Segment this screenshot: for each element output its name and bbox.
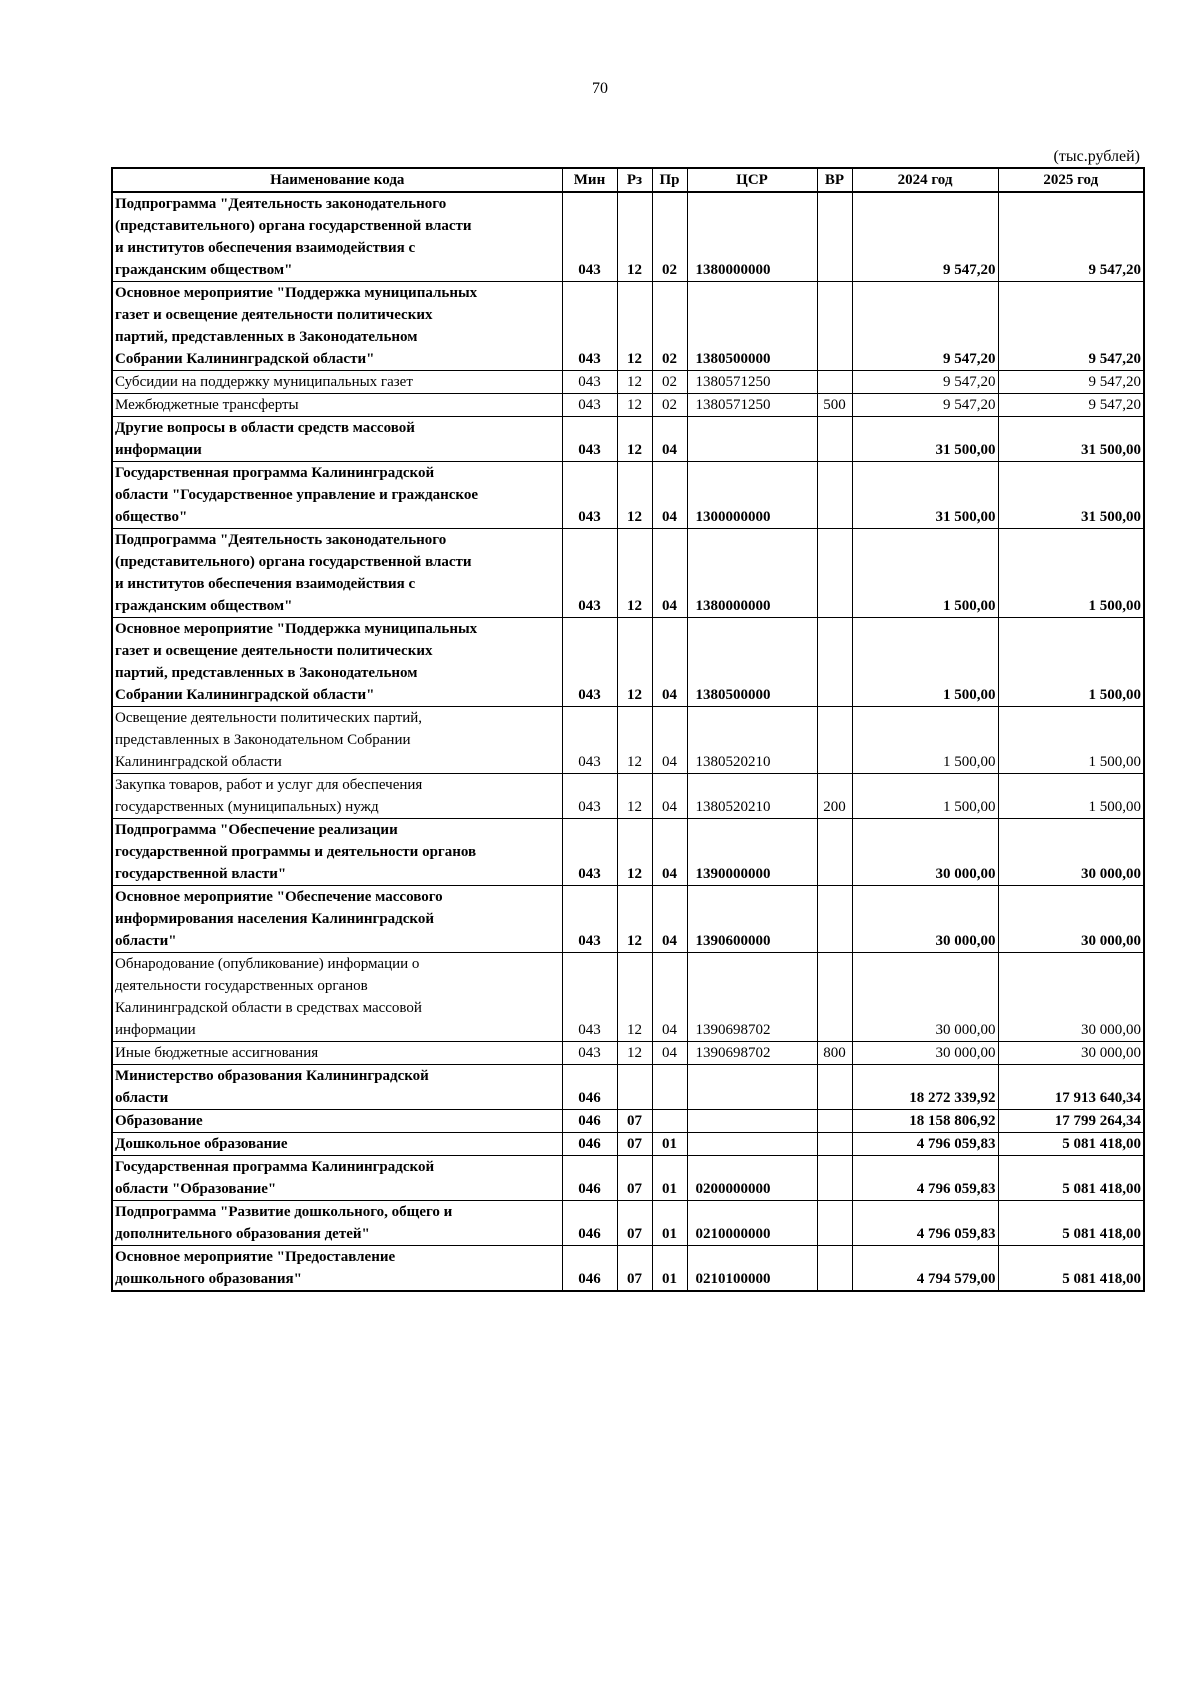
cell-name-line: информирования населения Калининградской xyxy=(115,911,435,927)
cell-csr: 1380571250 xyxy=(687,371,817,394)
cell-pr: 04 xyxy=(652,774,687,819)
table-row xyxy=(112,774,1144,819)
cell-2024: 30 000,00 xyxy=(852,953,998,1042)
table-row xyxy=(112,462,1144,529)
cell-2024: 31 500,00 xyxy=(852,417,998,462)
cell-pr: 01 xyxy=(652,1201,687,1246)
cell-name-line: и институтов обеспечения взаимодействия с xyxy=(115,240,416,256)
cell-2025: 5 081 418,00 xyxy=(998,1246,1144,1292)
cell-2024: 30 000,00 xyxy=(852,1042,998,1065)
cell-2025: 5 081 418,00 xyxy=(998,1133,1144,1156)
cell-name-line: Закупка товаров, работ и услуг для обеспечения xyxy=(115,777,423,793)
cell-2025: 30 000,00 xyxy=(998,1042,1144,1065)
cell-vr xyxy=(817,462,852,529)
cell-name-line: Государственная программа Калининградской xyxy=(115,465,435,481)
cell-name-line: информации xyxy=(115,442,202,458)
cell-rz: 07 xyxy=(617,1201,652,1246)
cell-csr: 1390698702 xyxy=(687,953,817,1042)
cell-pr: 04 xyxy=(652,618,687,707)
cell-pr: 02 xyxy=(652,282,687,371)
cell-name-line: партий, представленных в Законодательном xyxy=(115,665,418,681)
cell-rz: 12 xyxy=(617,529,652,618)
cell-2025: 17 799 264,34 xyxy=(998,1110,1144,1133)
cell-min: 043 xyxy=(562,953,617,1042)
cell-min: 046 xyxy=(562,1133,617,1156)
cell-min: 043 xyxy=(562,462,617,529)
cell-2024: 18 158 806,92 xyxy=(852,1110,998,1133)
cell-name-line: области "Государственное управление и гражданское xyxy=(115,487,479,503)
cell-name-line: Подпрограмма "Деятельность законодательного xyxy=(115,196,447,212)
cell-name-line: Освещение деятельности политических партий, xyxy=(115,710,423,726)
header-rz: Рз xyxy=(617,168,652,192)
cell-2024: 4 794 579,00 xyxy=(852,1246,998,1292)
table-row xyxy=(112,529,1144,618)
cell-name-line: Собрании Калининградской области" xyxy=(115,351,375,367)
cell-name-line: государственных (муниципальных) нужд xyxy=(115,799,379,815)
cell-min: 046 xyxy=(562,1110,617,1133)
cell-rz: 12 xyxy=(617,417,652,462)
cell-2024: 31 500,00 xyxy=(852,462,998,529)
table-row xyxy=(112,1065,1144,1110)
cell-rz: 12 xyxy=(617,618,652,707)
cell-name-line: Калининградской области в средствах массовой xyxy=(115,1000,422,1016)
cell-2025: 1 500,00 xyxy=(998,529,1144,618)
table-row xyxy=(112,1110,1144,1133)
cell-2024: 4 796 059,83 xyxy=(852,1133,998,1156)
cell-2025: 1 500,00 xyxy=(998,707,1144,774)
cell-min: 043 xyxy=(562,707,617,774)
header-2025: 2025 год xyxy=(998,168,1144,192)
cell-name-line: Министерство образования Калининградской xyxy=(115,1068,429,1084)
table-row xyxy=(112,886,1144,953)
cell-vr xyxy=(817,1201,852,1246)
cell-min: 043 xyxy=(562,282,617,371)
cell-pr: 04 xyxy=(652,529,687,618)
cell-name-line: Основное мероприятие "Предоставление xyxy=(115,1249,396,1265)
cell-2024: 30 000,00 xyxy=(852,886,998,953)
cell-name-line: газет и освещение деятельности политических xyxy=(115,643,433,659)
cell-name-line: гражданским обществом" xyxy=(115,598,293,614)
cell-name xyxy=(112,417,562,462)
cell-name xyxy=(112,707,562,774)
cell-2025: 30 000,00 xyxy=(998,819,1144,886)
cell-2024: 30 000,00 xyxy=(852,819,998,886)
table-row xyxy=(112,371,1144,394)
cell-2024: 18 272 339,92 xyxy=(852,1065,998,1110)
cell-vr xyxy=(817,1110,852,1133)
cell-min: 043 xyxy=(562,618,617,707)
table-row xyxy=(112,707,1144,774)
cell-rz: 12 xyxy=(617,707,652,774)
cell-csr: 1390698702 xyxy=(687,1042,817,1065)
cell-vr xyxy=(817,1133,852,1156)
cell-rz: 12 xyxy=(617,774,652,819)
table-body xyxy=(112,192,1144,1291)
cell-name xyxy=(112,282,562,371)
cell-name-line: представленных в Законодательном Собрании xyxy=(115,732,411,748)
cell-csr: 1390000000 xyxy=(687,819,817,886)
cell-pr: 02 xyxy=(652,192,687,282)
cell-vr: 800 xyxy=(817,1042,852,1065)
cell-rz: 12 xyxy=(617,819,652,886)
header-csr: ЦСР xyxy=(687,168,817,192)
cell-name-line: области" xyxy=(115,933,177,949)
page-number: 70 xyxy=(592,80,608,97)
cell-pr: 02 xyxy=(652,394,687,417)
cell-name-line: Основное мероприятие "Обеспечение массового xyxy=(115,889,443,905)
cell-name-line: Собрании Калининградской области" xyxy=(115,687,375,703)
cell-2024: 1 500,00 xyxy=(852,529,998,618)
cell-min: 043 xyxy=(562,774,617,819)
cell-min: 046 xyxy=(562,1201,617,1246)
cell-csr xyxy=(687,1065,817,1110)
cell-name-line: дополнительного образования детей" xyxy=(115,1226,370,1242)
cell-pr: 04 xyxy=(652,417,687,462)
table-header-row xyxy=(112,168,1144,192)
cell-csr: 1380520210 xyxy=(687,774,817,819)
cell-name xyxy=(112,371,562,394)
cell-rz: 12 xyxy=(617,282,652,371)
cell-rz: 12 xyxy=(617,371,652,394)
cell-2024: 1 500,00 xyxy=(852,774,998,819)
cell-name-line: (представительного) органа государственной власти xyxy=(115,218,472,234)
cell-min: 043 xyxy=(562,1042,617,1065)
cell-pr xyxy=(652,1065,687,1110)
header-2024: 2024 год xyxy=(852,168,998,192)
table-row xyxy=(112,192,1144,282)
cell-vr xyxy=(817,819,852,886)
cell-rz: 07 xyxy=(617,1110,652,1133)
cell-pr: 01 xyxy=(652,1156,687,1201)
cell-name-line: и институтов обеспечения взаимодействия с xyxy=(115,576,416,592)
cell-csr: 1380500000 xyxy=(687,618,817,707)
cell-csr: 1390600000 xyxy=(687,886,817,953)
cell-min: 043 xyxy=(562,417,617,462)
cell-min: 046 xyxy=(562,1065,617,1110)
cell-name xyxy=(112,1110,562,1133)
cell-vr xyxy=(817,953,852,1042)
cell-vr xyxy=(817,1246,852,1292)
header-name: Наименование кода xyxy=(112,168,562,192)
cell-2025: 1 500,00 xyxy=(998,774,1144,819)
cell-vr: 200 xyxy=(817,774,852,819)
cell-pr: 04 xyxy=(652,1042,687,1065)
cell-name-line: общество" xyxy=(115,509,188,525)
cell-min: 043 xyxy=(562,529,617,618)
cell-pr: 04 xyxy=(652,707,687,774)
cell-pr: 04 xyxy=(652,819,687,886)
cell-2025: 9 547,20 xyxy=(998,282,1144,371)
cell-name xyxy=(112,529,562,618)
cell-csr xyxy=(687,1110,817,1133)
cell-name-line: дошкольного образования" xyxy=(115,1271,302,1287)
cell-csr: 1380000000 xyxy=(687,192,817,282)
cell-rz: 12 xyxy=(617,394,652,417)
cell-name xyxy=(112,774,562,819)
cell-min: 046 xyxy=(562,1156,617,1201)
cell-rz: 12 xyxy=(617,1042,652,1065)
cell-2024: 9 547,20 xyxy=(852,282,998,371)
cell-min: 043 xyxy=(562,192,617,282)
cell-2024: 9 547,20 xyxy=(852,371,998,394)
cell-vr xyxy=(817,371,852,394)
table-row xyxy=(112,1201,1144,1246)
cell-2025: 9 547,20 xyxy=(998,371,1144,394)
cell-name-line: области xyxy=(115,1090,169,1106)
table-row xyxy=(112,953,1144,1042)
cell-name xyxy=(112,462,562,529)
cell-2024: 1 500,00 xyxy=(852,707,998,774)
cell-name xyxy=(112,394,562,417)
budget-table xyxy=(111,167,1145,1292)
cell-name-line: государственной программы и деятельности органов xyxy=(115,844,477,860)
cell-pr: 02 xyxy=(652,371,687,394)
table-row xyxy=(112,1042,1144,1065)
cell-name-line: Подпрограмма "Обеспечение реализации xyxy=(115,822,398,838)
cell-rz: 12 xyxy=(617,192,652,282)
cell-rz: 07 xyxy=(617,1133,652,1156)
cell-min: 043 xyxy=(562,886,617,953)
cell-pr: 04 xyxy=(652,462,687,529)
cell-name-line: Основное мероприятие "Поддержка муниципальных xyxy=(115,285,478,301)
cell-name-line: партий, представленных в Законодательном xyxy=(115,329,418,345)
cell-2025: 5 081 418,00 xyxy=(998,1156,1144,1201)
cell-2025: 9 547,20 xyxy=(998,394,1144,417)
cell-name xyxy=(112,1156,562,1201)
cell-vr xyxy=(817,1065,852,1110)
table-row xyxy=(112,618,1144,707)
cell-2024: 1 500,00 xyxy=(852,618,998,707)
cell-min: 043 xyxy=(562,819,617,886)
cell-name-line: Основное мероприятие "Поддержка муниципальных xyxy=(115,621,478,637)
cell-csr: 1380571250 xyxy=(687,394,817,417)
cell-pr: 01 xyxy=(652,1133,687,1156)
cell-rz: 12 xyxy=(617,886,652,953)
cell-csr: 0210100000 xyxy=(687,1246,817,1292)
cell-name-line: государственной власти" xyxy=(115,866,287,882)
cell-min: 043 xyxy=(562,394,617,417)
cell-name-line: Подпрограмма "Развитие дошкольного, общего и xyxy=(115,1204,453,1220)
cell-vr xyxy=(817,192,852,282)
cell-vr: 500 xyxy=(817,394,852,417)
cell-vr xyxy=(817,529,852,618)
cell-name xyxy=(112,192,562,282)
table-row xyxy=(112,1246,1144,1292)
cell-name-line: области "Образование" xyxy=(115,1181,277,1197)
cell-csr: 1380000000 xyxy=(687,529,817,618)
cell-csr: 1300000000 xyxy=(687,462,817,529)
cell-name-line: Калининградской области xyxy=(115,754,282,770)
header-vr: ВР xyxy=(817,168,852,192)
cell-csr: 1380520210 xyxy=(687,707,817,774)
cell-pr: 01 xyxy=(652,1246,687,1292)
cell-2024: 4 796 059,83 xyxy=(852,1156,998,1201)
cell-vr xyxy=(817,417,852,462)
cell-name xyxy=(112,1201,562,1246)
cell-name xyxy=(112,886,562,953)
units-label: (тыс.рублей) xyxy=(1053,148,1140,165)
cell-vr xyxy=(817,282,852,371)
cell-2025: 30 000,00 xyxy=(998,886,1144,953)
cell-name-line: Иные бюджетные ассигнования xyxy=(115,1045,319,1061)
table-row xyxy=(112,819,1144,886)
cell-csr: 0200000000 xyxy=(687,1156,817,1201)
cell-name xyxy=(112,1133,562,1156)
cell-name-line: информации xyxy=(115,1022,196,1038)
cell-name-line: Государственная программа Калининградской xyxy=(115,1159,435,1175)
cell-name-line: Дошкольное образование xyxy=(115,1136,288,1152)
cell-rz: 12 xyxy=(617,462,652,529)
cell-rz: 12 xyxy=(617,953,652,1042)
table-row xyxy=(112,282,1144,371)
cell-2025: 31 500,00 xyxy=(998,417,1144,462)
cell-name-line: Обнародование (опубликование) информации о xyxy=(115,956,420,972)
table-row xyxy=(112,1133,1144,1156)
cell-2024: 4 796 059,83 xyxy=(852,1201,998,1246)
cell-csr xyxy=(687,417,817,462)
cell-min: 046 xyxy=(562,1246,617,1292)
cell-2025: 9 547,20 xyxy=(998,192,1144,282)
cell-name xyxy=(112,819,562,886)
cell-name-line: деятельности государственных органов xyxy=(115,978,368,994)
cell-pr: 04 xyxy=(652,953,687,1042)
cell-rz: 07 xyxy=(617,1246,652,1292)
cell-name-line: Подпрограмма "Деятельность законодательного xyxy=(115,532,447,548)
table-row xyxy=(112,417,1144,462)
cell-name-line: Межбюджетные трансферты xyxy=(115,397,299,413)
cell-pr xyxy=(652,1110,687,1133)
cell-name-line: гражданским обществом" xyxy=(115,262,293,278)
cell-2025: 31 500,00 xyxy=(998,462,1144,529)
header-min: Мин xyxy=(562,168,617,192)
cell-name-line: газет и освещение деятельности политических xyxy=(115,307,433,323)
cell-name-line: Другие вопросы в области средств массовой xyxy=(115,420,415,436)
cell-csr xyxy=(687,1133,817,1156)
cell-2024: 9 547,20 xyxy=(852,394,998,417)
cell-vr xyxy=(817,707,852,774)
cell-name-line: (представительного) органа государственной власти xyxy=(115,554,472,570)
table-row xyxy=(112,1156,1144,1201)
table-row xyxy=(112,394,1144,417)
header-pr: Пр xyxy=(652,168,687,192)
cell-name xyxy=(112,1246,562,1292)
cell-pr: 04 xyxy=(652,886,687,953)
cell-name xyxy=(112,1065,562,1110)
cell-vr xyxy=(817,1156,852,1201)
cell-csr: 0210000000 xyxy=(687,1201,817,1246)
cell-min: 043 xyxy=(562,371,617,394)
cell-2024: 9 547,20 xyxy=(852,192,998,282)
cell-2025: 17 913 640,34 xyxy=(998,1065,1144,1110)
cell-name-line: Субсидии на поддержку муниципальных газет xyxy=(115,374,413,390)
cell-name-line: Образование xyxy=(115,1113,203,1129)
cell-name xyxy=(112,1042,562,1065)
cell-2025: 5 081 418,00 xyxy=(998,1201,1144,1246)
cell-vr xyxy=(817,886,852,953)
cell-rz xyxy=(617,1065,652,1110)
cell-name xyxy=(112,953,562,1042)
cell-2025: 30 000,00 xyxy=(998,953,1144,1042)
cell-csr: 1380500000 xyxy=(687,282,817,371)
cell-rz: 07 xyxy=(617,1156,652,1201)
cell-vr xyxy=(817,618,852,707)
cell-name xyxy=(112,618,562,707)
cell-2025: 1 500,00 xyxy=(998,618,1144,707)
